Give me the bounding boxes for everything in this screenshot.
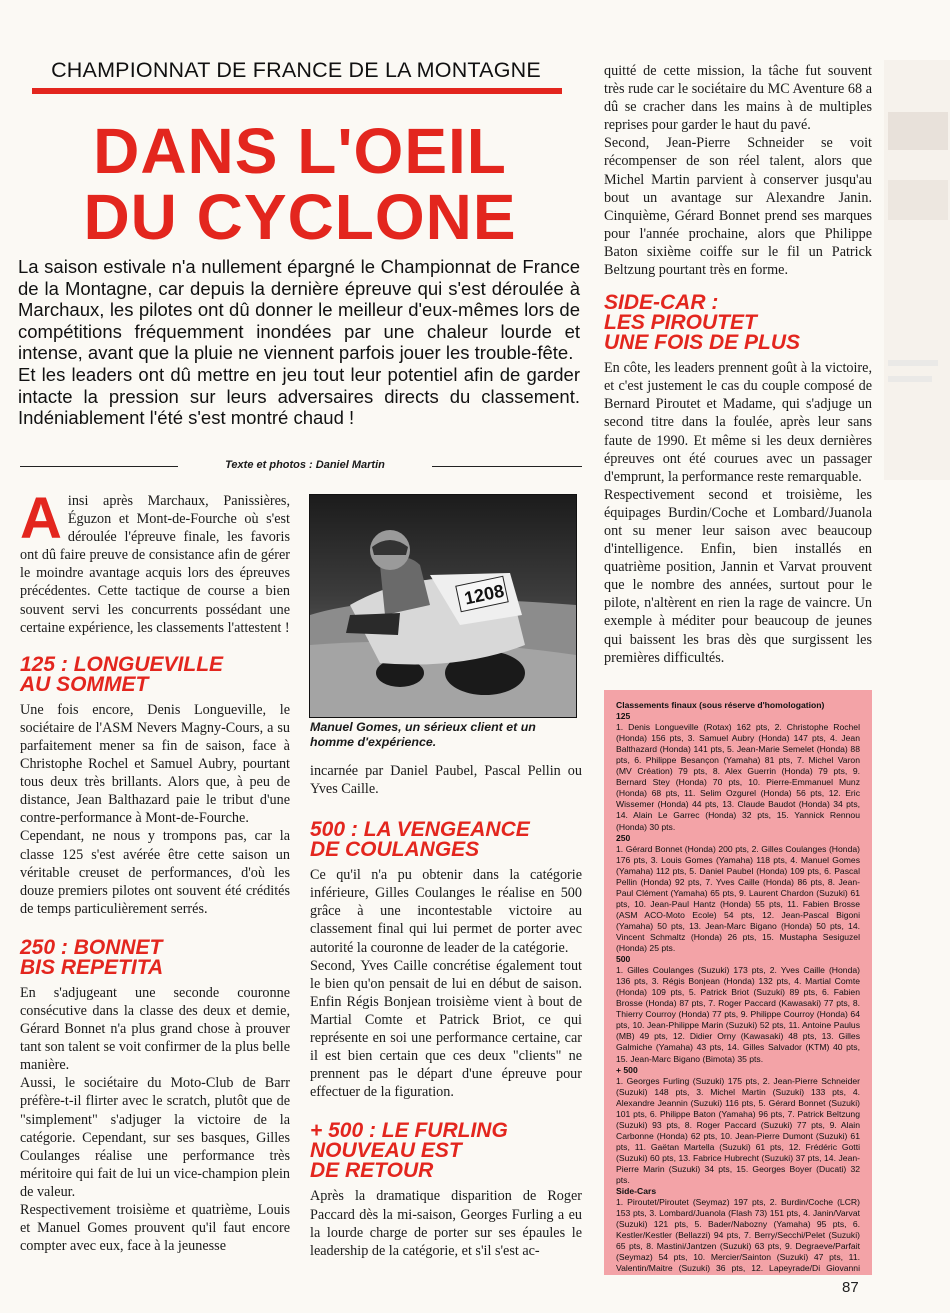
results-list-250: 1. Gérard Bonnet (Honda) 200 pts, 2. Gilles Coulanges (Honda) 176 pts, 3. Louis Gomes (Yamaha) 118 pts, 4. Manuel Gomes (Yamaha) 112 pts, 5. Daniel Paubel (Honda) 109 pts, 6. Pascal Pellin (Honda) 92 pts, 7. Yves Caille (Honda) 86 pts, 8. Jean-Paul Clément (Yamaha) 65 pts, 9. Laurent Chardon (Suzuki) 61 pts, 10. Jean-Paul Hantz (Honda) 55 pts, 11. Fabien Brosse (ASM ACO-Moto Ecole) 54 pts, 12. Jean-Pascal Bigoni (Yamaha) 50 pts, 13. Jean-Marc Bigano (Honda) 50 pts, 14. Vincent Schmaltz (Honda) 26 pts, 15. Mustapha Sesiguzel (Honda) 25 pts.	[616, 843, 860, 954]
byline-rule-right	[432, 466, 582, 467]
headline-line-2: DU CYCLONE	[83, 181, 517, 253]
paragraph-250-2: Aussi, le sociétaire du Moto-Club de Barr préfère-t-il flirter avec le scratch, plutôt que de "simplement" s'adjuger la victoire de la catégorie. Cependant, sur ses basques, Gilles Coulanges réalise une performance très méritoire qui fait de lui un vice-champion plein de valeur.	[20, 1075, 290, 1200]
photo-caption: Manuel Gomes, un sérieux client et un homme d'expérience.	[310, 720, 536, 749]
heading-500-line-2: DE COULANGES	[310, 838, 480, 862]
heading-250-line-2: BIS REPETITA	[20, 955, 164, 979]
results-category-250: 250	[616, 832, 631, 843]
facing-page-shadow	[884, 60, 950, 480]
intro-paragraph	[20, 486, 290, 637]
results-category-500: 500	[616, 954, 631, 965]
standfirst-paragraph-1: La saison estivale n'a nullement épargné le Championnat de France de la Montagne, car depuis la dernière épreuve qui s'est déroulée à Marchaux, les pilotes ont dû donner le meilleur d'eux-mêmes lors de compétitions fréquemment inondées par une chaleur lourde et intense, avant que la pluie ne viennent parfois jouer les trouble-fête.	[18, 256, 580, 364]
results-list-500: 1. Gilles Coulanges (Suzuki) 173 pts, 2. Yves Caille (Honda) 136 pts, 3. Régis Bonjean (Honda) 132 pts, 4. Martial Comte (Honda) 109 pts, 5. Patrick Briot (Suzuki) 89 pts, 6. Fabien Brosse (Honda) 87 pts, 7. Roger Paccard (Kawasaki) 77 pts, 8. Thierry Courroy (Honda) 77 pts, 9. Philippe Courroy (Honda) 64 pts, 10. Jean-Philippe Marin (Suzuki) 52 pts, 11. Antoine Paulus (MB) 49 pts, 12. Didier Orny (Kawasaki) 48 pts, 13. Gilles Galmiche (Yamaha) 43 pts, 14. Gilles Salvador (KTM) 40 pts, 15. Jean-Marc Bigano (Bimota) 35 pts.	[616, 965, 860, 1064]
heading-125	[20, 652, 290, 696]
kicker-underline	[32, 88, 562, 94]
heading-sidecar-line-3: UNE FOIS DE PLUS	[604, 331, 801, 355]
results-title: Classements finaux (sous réserve d'homologation)	[616, 700, 825, 710]
paragraph-250-3: Respectivement troisième et quatrième, Louis et Manuel Gomes prouvent qu'il faut encore compter avec eux, face à la jeunesse	[20, 1202, 290, 1255]
race-number: 1208	[462, 580, 506, 609]
paragraph-125-1: Une fois encore, Denis Longueville, le sociétaire de l'ASM Nevers Magny-Cours, a su parfaitement mener sa fin de saison, face à Christophe Rochel et Samuel Aubry, pourtant tous deux très brillants. Alors que, à peu de distance, Jean Balthazard paie le tribut d'une contre-performance à Mont-de-Fourche.	[20, 701, 290, 827]
byline: Texte et photos : Daniel Martin	[225, 459, 385, 471]
column-3-paragraph-2: Second, Jean-Pierre Schneider se voit récompenser de son réel talent, alors que Michel Martin parvient à conserver jusqu'au bout un avantage sur Alexandre Janin. Cinquième, Gérard Bonnet prend ses marques pour l'année prochaine, alors que Philippe Baton sixième coiffe sur le fil un Patrick Beltzung pourtant très en forme.	[604, 135, 872, 279]
byline-row	[20, 459, 582, 473]
paragraph-sidecar-2: Respectivement second et troisième, les équipages Burdin/Coche et Lombard/Juanola ont su mener leur saison avec beaucoup d'intelligence. Enfin, bien installés en quatrième position, Jannin et Varvat prouvent que le nombre des années, surtout pour le pilote, n'altèrent en rien la rage de vaincre. Un exemple à méditer pour beaucoup de jeunes qui baissent les bras dès que surgissent les premières difficultés.	[604, 486, 872, 666]
results-list-sidecars: 1. Piroutet/Piroutet (Seymaz) 197 pts, 2. Burdin/Coche (LCR) 153 pts, 3. Lombard/Juanola (Flash 73) 151 pts, 4. Janin/Varvat (Suzuki) 121 pts, 5. Bader/Nabozny (Yamaha) 95 pts, 6. Kestler/Kestler (Bellazzi) 94 pts, 7. Berry/Secchi/Pelet (Suzuki) 65 pts, 8. Mastini/Jantzen (Suzuki) 63 pts, 9. Degraeve/Parfait (Seymaz) 54 pts, 10. Mercier/Sainton (Suzuki) 47 pts, 11. Valentin/Maitre (Suzuki) 36 pts, 12. Lapeyrade/Di Giovanni	[616, 1197, 860, 1274]
column-2	[310, 762, 582, 1260]
heading-500	[310, 820, 582, 860]
paragraph-250-1: En s'adjugeant une seconde couronne consécutive dans la classe des deux et demie, Gérard Bonnet n'a plus grand chose à prouver tant son talent se voit confirmer de la plus belle manière.	[20, 984, 290, 1074]
heading-250-line-1: 250 : BONNET	[20, 935, 163, 959]
heading-125-line-1: 125 : LONGUEVILLE	[20, 652, 224, 676]
column-1	[20, 486, 290, 1255]
results-list-125: 1. Denis Longueville (Rotax) 162 pts, 2. Christophe Rochel (Honda) 156 pts, 3. Samuel Aubry (Honda) 147 pts, 4. Jean Balthazard (Honda) 141 pts, 5. Jean-Marie Semelet (Honda) 88 pts, 6. Philippe Besançon (Yamaha) 81 pts, 7. Michel Varon (MV Création) 79 pts, 8. Alex Guerrin (Honda) 79 pts, 9. Bernard Stey (Honda) 70 pts, 10. Pierre-Emmanuel Munz (Honda) 68 pts, 11. Selim Ozgurel (Honda) 56 pts, 12. Eric Wissemer (Honda) 44 pts, 13. Claude Baudot (Honda) 34 pts, 14. Alain Le Garrec (Honda) 32 pts, 15. Yannick Rennou (Honda) 30 pts.	[616, 722, 860, 832]
headline-line-1: DANS L'OEIL	[93, 115, 507, 187]
motorcycle-rider-illustration	[310, 495, 576, 717]
race-photo	[309, 494, 577, 718]
paragraph-125-2: Cependant, ne nous y trompons pas, car la classe 125 s'est avérée être cette saison un véritable creuset de performances, d'où les douze premiers pilotes ont souvent été crédités de temps particulièrement serrés.	[20, 828, 290, 917]
heading-plus500-line-3: DE RETOUR	[310, 1159, 434, 1183]
standfirst-paragraph-2: Et les leaders ont dû mettre en jeu tout leur potentiel afin de garder intacte la pression sur leurs adversaires directs du classement. Indéniablement l'été s'est montré chaud !	[18, 363, 580, 429]
drop-cap: A	[20, 486, 62, 551]
facing-page-bleed	[884, 60, 950, 480]
heading-plus500-line-2: NOUVEAU EST	[310, 1139, 462, 1163]
column-3-paragraph-1: quitté de cette mission, la tâche fut souvent très rude car le sociétaire du MC Aventure 68 a dû se cracher dans les mains à de multiples reprises pour garder le haut du pavé.	[604, 63, 872, 134]
paragraph-plus500-1: Après la dramatique disparition de Roger Paccard dès la mi-saison, Georges Furling a eu la lourde charge de porter sur ses épaules le leadership de la catégorie, et s'il s'est ac-	[310, 1188, 582, 1259]
intro-text: insi après Marchaux, Panissières, Éguzon et Mont-de-Fourche où s'est déroulée l'épreuve finale, les favoris ont dû faire preuve de consistance afin de gérer le moindre avantage acquis lors des épreuves précédentes. Cette tactique de course a bien souvent servi les concurrents possédant une certaine expérience, les classements l'attestent !	[20, 493, 290, 636]
heading-plus500-line-1: + 500 : LE FURLING	[310, 1119, 508, 1143]
byline-rule-left	[20, 466, 178, 467]
heading-250	[20, 935, 290, 979]
column-2-continuation: incarnée par Daniel Paubel, Pascal Pellin ou Yves Caille.	[310, 763, 582, 798]
standfirst	[18, 256, 580, 429]
results-category-plus500: + 500	[616, 1064, 638, 1075]
headline	[60, 115, 540, 253]
section-kicker: CHAMPIONNAT DE FRANCE DE LA MONTAGNE	[51, 58, 541, 82]
column-3	[604, 62, 872, 667]
heading-sidecar-line-1: SIDE-CAR :	[604, 291, 719, 315]
heading-sidecar-line-2: LES PIROUTET	[604, 311, 757, 335]
heading-plus500	[310, 1121, 582, 1181]
page-number: 87	[842, 1279, 859, 1296]
paragraph-sidecar-1: En côte, les leaders prennent goût à la victoire, et c'est justement le cas du couple composé de Bernard Piroutet et Madame, qui s'adjuge un second titre dans la foulée, après leur sans faute de 1990. Et même si les deux dernières épreuves ont été courues avec un passager d'emprunt, la performance reste remarquable.	[604, 360, 872, 485]
heading-sidecar	[604, 293, 872, 353]
heading-125-line-2: AU SOMMET	[20, 672, 149, 696]
heading-500-line-1: 500 : LA VENGEANCE	[310, 818, 530, 842]
paragraph-500-2: Second, Yves Caille concrétise également tout le bien qu'on pensait de lui en début de saison. Enfin Régis Bonjean troisième vient à bout de Martial Comte et Patrick Briot, ce qui représente en soi une performance certaine, car il est bien certain que ces deux "clients" ne prennent pas le départ d'une épreuve pour effectuer de la figuration.	[310, 957, 582, 1101]
results-category-sidecars: Side-Cars	[616, 1186, 657, 1197]
paragraph-500-1: Ce qu'il n'a pu obtenir dans la catégorie inférieure, Gilles Coulanges le réalise en 500 grâce à une incontestable victoire au classement final qui lui permet de porter avec autorité la couronne de leader de la catégorie.	[310, 867, 582, 956]
results-category-125: 125	[616, 711, 631, 722]
results-list-plus500: 1. Georges Furling (Suzuki) 175 pts, 2. Jean-Pierre Schneider (Suzuki) 148 pts, 3. Michel Martin (Suzuki) 133 pts, 4. Alexandre Jeannin (Suzuki) 116 pts, 5. Gérard Bonnet (Suzuki) 101 pts, 6. Philippe Baton (Yamaha) 96 pts, 7. Patrick Beltzung (Suzuki) 93 pts, 8. Roger Paccard (Suzuki) 77 pts, 9. Alain Carbonne (Honda) 62 pts, 10. Jean-Pierre Dumont (Suzuki) 61 pts, 11. Gaëtan Martella (Suzuki) 61 pts, 12. Frédéric Gotti (Suzuki) 60 pts, 13. Fabrice Hubrecht (Suzuki) 37 pts, 14. Jean-Pierre Marin (Suzuki) 34 pts, 15. Georges Boyer (Ducati) 32 pts.	[616, 1075, 860, 1186]
results-box	[604, 690, 872, 1275]
